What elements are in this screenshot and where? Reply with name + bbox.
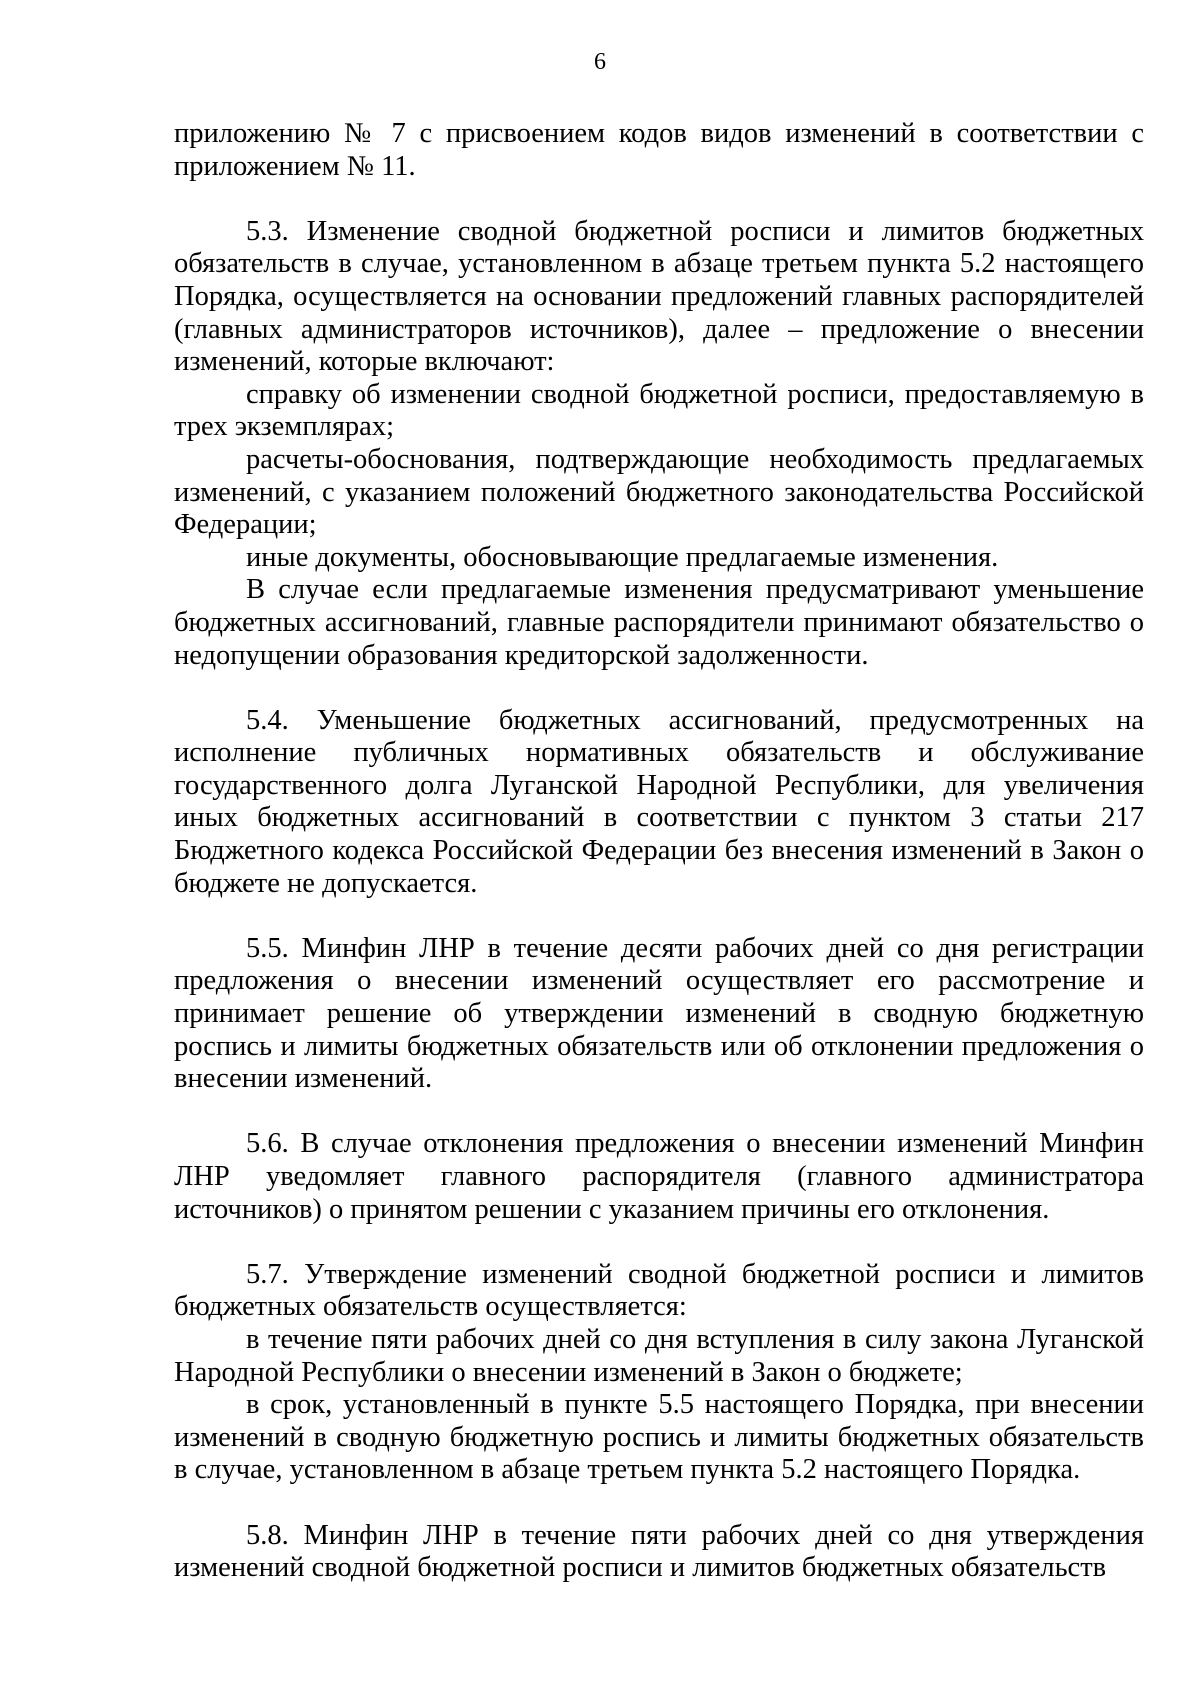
paragraph-5-3-item-2: расчеты-обоснования, подтверждающие необходимость предлагаемых изменений, с указанием положений бюджетного законодательства Российской Федерации;	[174, 443, 1144, 541]
page-number: 6	[594, 49, 606, 75]
paragraph-5-4: 5.4. Уменьшение бюджетных ассигнований, предусмотренных на исполнение публичных нормативных обязательств и обслуживание государственного долга Луганской Народной Республики, для увеличения иных бюджетных ассигнований в соответствии с пунктом 3 статьи 217 Бюджетного кодекса Российской Федерации без внесения изменений в Закон о бюджете не допускается.	[174, 704, 1144, 899]
paragraph-5-8: 5.8. Минфин ЛНР в течение пяти рабочих дней со дня утверждения изменений сводной бюджетной росписи и лимитов бюджетных обязательств	[174, 1519, 1144, 1584]
document-body	[174, 118, 1144, 1585]
paragraph-5-7-item-1: в течение пяти рабочих дней со дня вступления в силу закона Луганской Народной Республики о внесении изменений в Закон о бюджете;	[174, 1323, 1144, 1388]
paragraph-5-3: 5.3. Изменение сводной бюджетной росписи и лимитов бюджетных обязательств в случае, установленном в абзаце третьем пункта 5.2 настоящего Порядка, осуществляется на основании предложений главных распорядителей (главных администраторов источников), далее – предложение о внесении изменений, которые включают:	[174, 215, 1144, 378]
paragraph-5-5: 5.5. Минфин ЛНР в течение десяти рабочих дней со дня регистрации предложения о внесении изменений осуществляет его рассмотрение и принимает решение об утверждении изменений в сводную бюджетную роспись и лимиты бюджетных обязательств или об отклонении предложения о внесении изменений.	[174, 932, 1144, 1095]
paragraph-5-7: 5.7. Утверждение изменений сводной бюджетной росписи и лимитов бюджетных обязательств осуществляется:	[174, 1258, 1144, 1323]
paragraph-5-3-item-3: иные документы, обосновывающие предлагаемые изменения.	[246, 541, 999, 573]
paragraph-5-7-item-2: в срок, установленный в пункте 5.5 настоящего Порядка, при внесении изменений в сводную бюджетную роспись и лимиты бюджетных обязательств в случае, установленном в абзаце третьем пункта 5.2 настоящего Порядка.	[174, 1389, 1144, 1486]
paragraph-5-3-note: В случае если предлагаемые изменения предусматривают уменьшение бюджетных ассигнований, главные распорядители принимают обязательство о недопущении образования кредиторской задолженности.	[174, 574, 1144, 671]
paragraph-5-6: 5.6. В случае отклонения предложения о внесении изменений Минфин ЛНР уведомляет главного распорядителя (главного администратора источников) о принятом решении с указанием причины его отклонения.	[174, 1128, 1144, 1225]
paragraph-5-3-item-1: справку об изменении сводной бюджетной росписи, предоставляемую в трех экземплярах;	[174, 378, 1144, 443]
paragraph-continuation: приложению № 7 с присвоением кодов видов изменений в соответствии с приложением № 11.	[174, 118, 1144, 182]
